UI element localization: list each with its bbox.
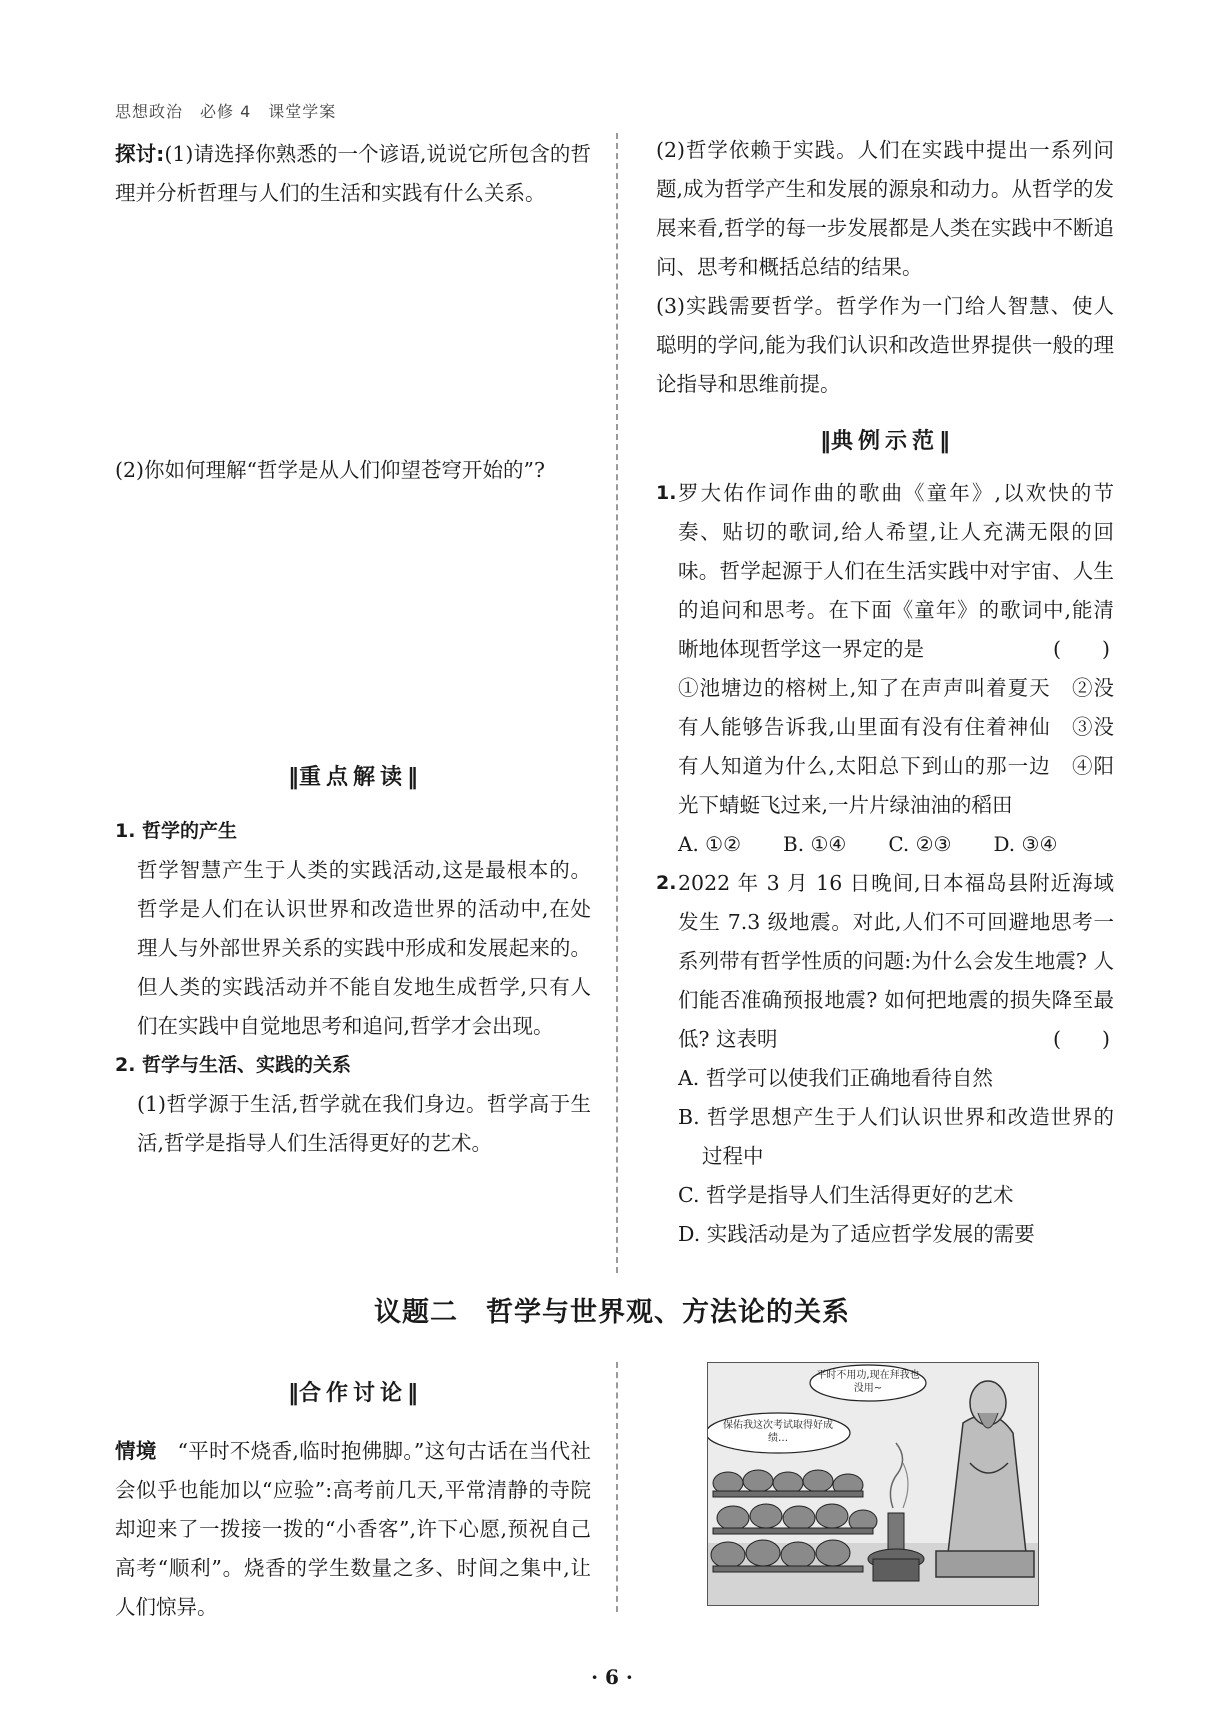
question-2 [656, 864, 1114, 1254]
paragraph-2: (2)哲学依赖于实践。人们在实践中提出一系列问题,成为哲学产生和发展的源泉和动力。从哲学的发展来看,哲学的每一步发展都是人类在实践中不断追问、思考和概括总结的结果。 [656, 138, 1114, 279]
cooperation-section [115, 1374, 591, 1627]
question-number: 1. [656, 482, 677, 504]
situation-text: 情境 “平时不烧香,临时抱佛脚。”这句古话在当代社会似乎也能加以“应验”:高考前几天,平常清静的寺院却迎来了一拨接一拨的“小香客”,许下心愿,预祝自己高考“顺利”。烧香的学生数量之多、时间之集中,让人们惊异。 [115, 1439, 592, 1619]
key-points-title: ‖重点解读‖ [287, 765, 418, 790]
left-column [115, 135, 591, 1163]
page-number: · 6 · [591, 1665, 633, 1689]
question-stem: 2022 年 3 月 16 日晚间,日本福岛县附近海域发生 7.3 级地震。对此,人们不可回避地思考一系列带有哲学性质的问题:为什么会发生地震? 人们能否准确预报地震? 如何把地震的损失降至最低? 这表明 ( ) [678, 864, 1114, 1059]
column-divider [616, 133, 618, 1273]
option: C. ②③ [888, 832, 952, 856]
question-stem: 罗大佑作词作曲的歌曲《童年》,以欢快的节奏、贴切的歌词,给人希望,让人充满无限的回味。哲学起源于人们在生活实践中对宇宙、人生的追问和思考。在下面《童年》的歌词中,能清晰地体现哲学这一界定的是 ( ) [678, 474, 1114, 669]
option: A. 哲学可以使我们正确地看待自然 [678, 1066, 993, 1090]
explore-label: 探讨: [115, 142, 165, 166]
cartoon-illustration [707, 1362, 1039, 1606]
option: B. 哲学思想产生于人们认识世界和改造世界的过程中 [678, 1105, 1114, 1168]
column-divider [616, 1362, 618, 1612]
option: D. 实践活动是为了适应哲学发展的需要 [678, 1222, 1035, 1246]
example-title: ‖典例示范‖ [819, 429, 950, 454]
explore-q1 [115, 135, 591, 213]
page-header: 思想政治 必修 4 课堂学案 [115, 102, 337, 121]
explore-q2: (2)你如何理解“哲学是从人们仰望苍穹开始的”? [115, 458, 545, 482]
option: C. 哲学是指导人们生活得更好的艺术 [678, 1183, 1014, 1207]
cartoon-drawing [708, 1363, 1038, 1605]
question-items: ①池塘边的榕树上,知了在声声叫着夏天 ②没有人能够告诉我,山里面有没有住着神仙 ③没有人知道为什么,太阳总下到山的那一边 ④阳光下蜻蜓飞过来,一片片绿油油的稻田 [678, 676, 1114, 817]
cooperation-title: ‖合作讨论‖ [287, 1381, 418, 1406]
option: D. ③④ [993, 832, 1058, 856]
bubble-students-text: 保佑我这次考试取得好成绩… [723, 1420, 833, 1444]
key-item-heading: 2. 哲学与生活、实践的关系 [115, 1054, 352, 1076]
answer-blank: ( ) [1053, 637, 1110, 661]
topic-title: 议题二 哲学与世界观、方法论的关系 [374, 1297, 850, 1328]
key-item-text: (1)哲学源于生活,哲学就在我们身边。哲学高于生活,哲学是指导人们生活得更好的艺术。 [137, 1092, 591, 1155]
option: A. ①② [678, 832, 742, 856]
question-options [678, 825, 1114, 864]
paragraph-3: (3)实践需要哲学。哲学作为一门给人智慧、使人聪明的学问,能为我们认识和改造世界提供一般的理论指导和思维前提。 [656, 294, 1114, 396]
key-item-heading: 1. 哲学的产生 [115, 820, 238, 842]
bubble-statue-text: 平时不用功,现在拜我也没用~ [816, 1370, 920, 1394]
key-item-text: 哲学智慧产生于人类的实践活动,这是最根本的。哲学是人们在认识世界和改造世界的活动中,在处理人与外部世界关系的实践中形成和发展起来的。但人类的实践活动并不能自发地生成哲学,只有人们在实践中自觉地思考和追问,哲学才会出现。 [137, 858, 591, 1038]
answer-blank: ( ) [1053, 1027, 1110, 1051]
situation-label: 情境 [115, 1439, 157, 1463]
option: B. ①④ [783, 832, 847, 856]
explore-q1-text: (1)请选择你熟悉的一个谚语,说说它所包含的哲理并分析哲理与人们的生活和实践有什么关系。 [115, 142, 591, 205]
question-number: 2. [656, 872, 677, 894]
right-column [656, 131, 1114, 1254]
question-1 [656, 474, 1114, 864]
